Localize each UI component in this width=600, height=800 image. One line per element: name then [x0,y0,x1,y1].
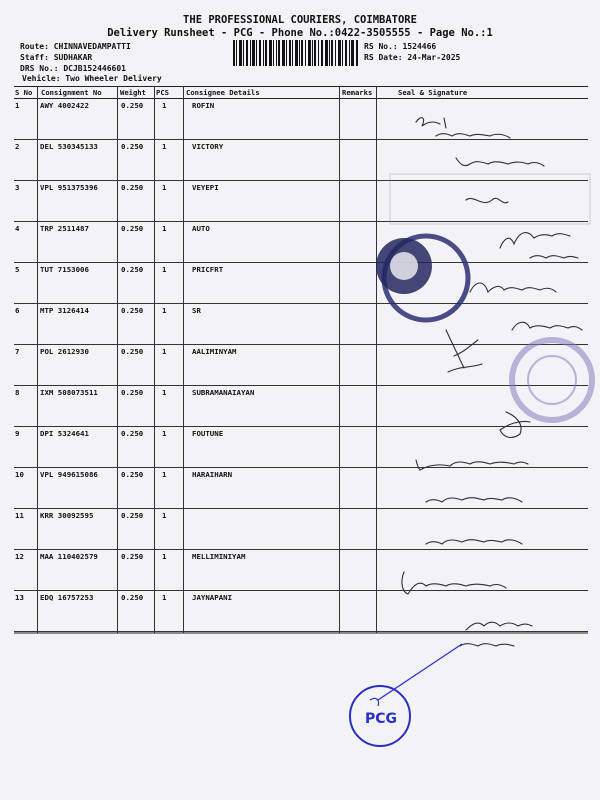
row-consignee: VICTORY [192,142,224,151]
table-row [14,139,588,181]
row-consignee: AUTO [192,224,210,233]
row-consignee: JAYNAPANI [192,593,233,602]
row-consignee: HARAIHARN [192,470,233,479]
row-pcs: 1 [162,265,167,274]
row-sno: 12 [15,552,24,561]
row-consignee: VEYEPI [192,183,219,192]
row-weight: 0.250 [121,552,144,561]
table-row [14,426,588,468]
row-consignee: PRICFRT [192,265,224,274]
row-pcs: 1 [162,388,167,397]
row-sno: 2 [15,142,20,151]
row-consignee: ROFIN [192,101,215,110]
row-consignment: VPL 949615086 [40,470,98,479]
row-consignment: IXM 508073511 [40,388,98,397]
row-consignment: TUT 7153006 [40,265,89,274]
row-consignment: KRR 30092595 [40,511,94,520]
row-consignment: TRP 2511487 [40,224,89,233]
row-consignment: AWY 4002422 [40,101,89,110]
col-header-consignee: Consignee Details [186,88,260,97]
table-row [14,467,588,509]
company-title: THE PROFESSIONAL COURIERS, COIMBATORE [183,14,417,26]
row-sno: 8 [15,388,20,397]
table-row [14,385,588,427]
row-pcs: 1 [162,183,167,192]
row-consignee: FOUTUNE [192,429,224,438]
row-sno: 7 [15,347,20,356]
rs-number: RS No.: 1524466 [364,42,437,51]
col-header-sno: S No [15,88,33,97]
runsheet-subtitle: Delivery Runsheet - PCG - Phone No.:0422-3505555 - Page No.:1 [107,27,493,39]
drs-number: DRS No.: DCJB152446601 [20,64,126,73]
row-consignment: VPL 951375396 [40,183,98,192]
row-weight: 0.250 [121,470,144,479]
row-weight: 0.250 [121,511,144,520]
row-pcs: 1 [162,470,167,479]
row-consignment: EDQ 16757253 [40,593,94,602]
signature-scribble [460,644,514,646]
row-pcs: 1 [162,224,167,233]
table-row [14,180,588,222]
row-pcs: 1 [162,552,167,561]
row-weight: 0.250 [121,593,144,602]
pcg-stamp [350,644,462,746]
row-consignee: AALIMINYAM [192,347,237,356]
row-sno: 10 [15,470,24,479]
col-header-remarks: Remarks [342,88,373,97]
route-label: Route: CHINNAVEDAMPATTI [20,42,131,51]
table-row [14,221,588,263]
col-header-pcs: PCS [156,88,169,97]
table-row [14,508,588,550]
row-consignment: DPI 5324641 [40,429,89,438]
row-weight: 0.250 [121,224,144,233]
row-sno: 11 [15,511,24,520]
col-header-seal: Seal & Signature [398,88,468,97]
row-pcs: 1 [162,101,167,110]
table-row [14,344,588,386]
row-weight: 0.250 [121,306,144,315]
col-header-consignment: Consignment No [41,88,102,97]
row-consignee: SR [192,306,201,315]
table-top-rule [14,86,588,87]
vehicle-label: Vehicle: Two Wheeler Delivery [22,74,162,83]
row-sno: 4 [15,224,20,233]
row-sno: 1 [15,101,20,110]
pcg-stamp-label: PCG [365,711,398,727]
row-consignment: DEL 530345133 [40,142,98,151]
row-sno: 3 [15,183,20,192]
table-row [14,303,588,345]
row-pcs: 1 [162,429,167,438]
row-weight: 0.250 [121,347,144,356]
table-row [14,98,588,140]
table-row [14,262,588,304]
row-consignment: POL 2612930 [40,347,89,356]
row-consignment: MTP 3126414 [40,306,89,315]
row-sno: 6 [15,306,20,315]
table-row [14,590,588,632]
row-weight: 0.250 [121,183,144,192]
row-pcs: 1 [162,511,167,520]
row-consignee: SUBRAMANAIAYAN [192,388,255,397]
barcode-image [233,40,358,66]
row-sno: 9 [15,429,20,438]
staff-label: Staff: SUDHAKAR [20,53,93,62]
row-pcs: 1 [162,593,167,602]
row-sno: 13 [15,593,24,602]
row-pcs: 1 [162,306,167,315]
row-consignee: MELLIMINIYAM [192,552,246,561]
table-row [14,549,588,591]
col-header-weight: Weight [120,88,146,97]
row-sno: 5 [15,265,20,274]
row-consignment: MAA 110402579 [40,552,98,561]
row-weight: 0.250 [121,429,144,438]
row-pcs: 1 [162,142,167,151]
row-weight: 0.250 [121,388,144,397]
row-weight: 0.250 [121,101,144,110]
row-weight: 0.250 [121,142,144,151]
row-pcs: 1 [162,347,167,356]
row-weight: 0.250 [121,265,144,274]
rs-date: RS Date: 24-Mar-2025 [364,53,461,62]
